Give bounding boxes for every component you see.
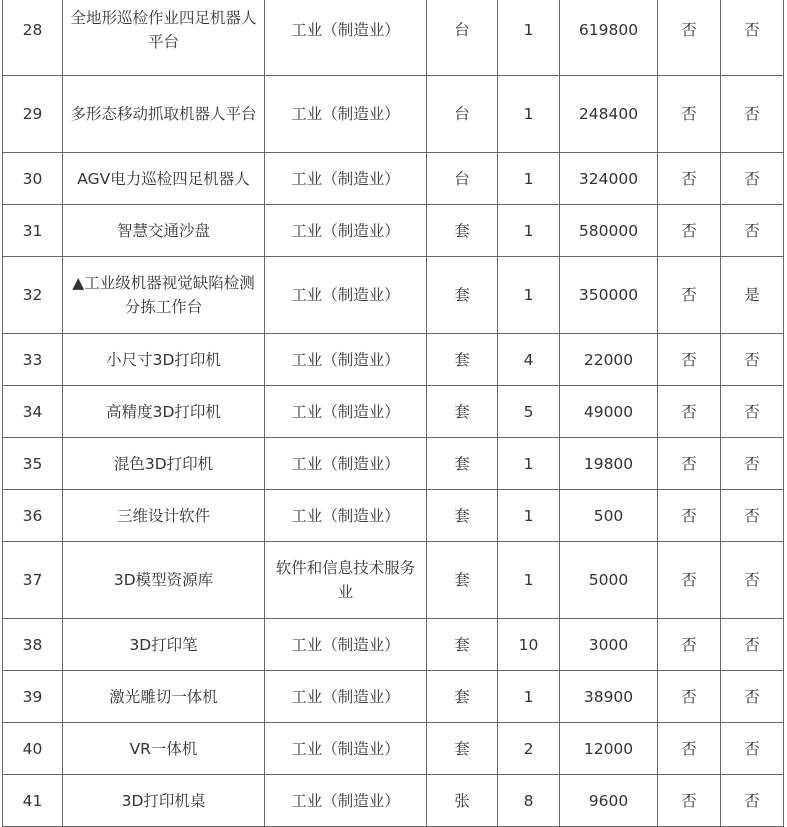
quantity-cell: 1 xyxy=(498,76,560,153)
quantity-cell: 2 xyxy=(498,723,560,775)
price-cell: 619800 xyxy=(560,0,658,76)
quantity-cell: 1 xyxy=(498,542,560,619)
item-name-cell: 3D模型资源库 xyxy=(63,542,265,619)
price-cell: 248400 xyxy=(560,76,658,153)
flag-col7-cell: 否 xyxy=(658,723,721,775)
price-cell: 12000 xyxy=(560,723,658,775)
price-cell: 5000 xyxy=(560,542,658,619)
table-row xyxy=(3,775,784,827)
flag-col7-cell: 否 xyxy=(658,490,721,542)
item-name-cell: AGV电力巡检四足机器人 xyxy=(63,153,265,205)
flag-col7-cell: 否 xyxy=(658,334,721,386)
industry-category-cell: 工业（制造业） xyxy=(265,723,427,775)
price-cell: 350000 xyxy=(560,257,658,334)
table-row xyxy=(3,205,784,257)
flag-col8-cell: 否 xyxy=(721,438,784,490)
price-cell: 324000 xyxy=(560,153,658,205)
item-name-cell: 多形态移动抓取机器人平台 xyxy=(63,76,265,153)
row-number-cell: 31 xyxy=(3,205,63,257)
unit-cell: 套 xyxy=(427,205,498,257)
item-name-cell: 高精度3D打印机 xyxy=(63,386,265,438)
price-cell: 3000 xyxy=(560,619,658,671)
price-cell: 500 xyxy=(560,490,658,542)
flag-col7-cell: 否 xyxy=(658,153,721,205)
row-number-cell: 37 xyxy=(3,542,63,619)
flag-col8-cell: 否 xyxy=(721,542,784,619)
price-cell: 19800 xyxy=(560,438,658,490)
industry-category-cell: 工业（制造业） xyxy=(265,205,427,257)
row-number-cell: 35 xyxy=(3,438,63,490)
table-row xyxy=(3,0,784,76)
table-row xyxy=(3,153,784,205)
row-number-cell: 30 xyxy=(3,153,63,205)
table-row xyxy=(3,490,784,542)
unit-cell: 套 xyxy=(427,619,498,671)
price-cell: 9600 xyxy=(560,775,658,827)
industry-category-cell: 工业（制造业） xyxy=(265,490,427,542)
item-name-cell: ▲工业级机器视觉缺陷检测分拣工作台 xyxy=(63,257,265,334)
quantity-cell: 1 xyxy=(498,153,560,205)
flag-col8-cell: 是 xyxy=(721,257,784,334)
item-name-cell: 混色3D打印机 xyxy=(63,438,265,490)
row-number-cell: 36 xyxy=(3,490,63,542)
unit-cell: 套 xyxy=(427,438,498,490)
flag-col7-cell: 否 xyxy=(658,542,721,619)
flag-col8-cell: 否 xyxy=(721,775,784,827)
item-name-cell: 激光雕切一体机 xyxy=(63,671,265,723)
flag-col7-cell: 否 xyxy=(658,386,721,438)
item-name-cell: 全地形巡检作业四足机器人平台 xyxy=(63,0,265,76)
flag-col8-cell: 否 xyxy=(721,619,784,671)
table-row xyxy=(3,542,784,619)
quantity-cell: 10 xyxy=(498,619,560,671)
flag-col8-cell: 否 xyxy=(721,0,784,76)
unit-cell: 套 xyxy=(427,257,498,334)
flag-col8-cell: 否 xyxy=(721,671,784,723)
item-name-cell: 智慧交通沙盘 xyxy=(63,205,265,257)
quantity-cell: 1 xyxy=(498,671,560,723)
flag-col8-cell: 否 xyxy=(721,205,784,257)
industry-category-cell: 工业（制造业） xyxy=(265,76,427,153)
table-row xyxy=(3,334,784,386)
flag-col8-cell: 否 xyxy=(721,334,784,386)
price-cell: 38900 xyxy=(560,671,658,723)
item-name-cell: 3D打印笔 xyxy=(63,619,265,671)
price-cell: 22000 xyxy=(560,334,658,386)
flag-col7-cell: 否 xyxy=(658,619,721,671)
flag-col7-cell: 否 xyxy=(658,205,721,257)
quantity-cell: 5 xyxy=(498,386,560,438)
industry-category-cell: 工业（制造业） xyxy=(265,619,427,671)
table-row xyxy=(3,438,784,490)
unit-cell: 台 xyxy=(427,0,498,76)
item-name-cell: 三维设计软件 xyxy=(63,490,265,542)
quantity-cell: 8 xyxy=(498,775,560,827)
industry-category-cell: 工业（制造业） xyxy=(265,386,427,438)
unit-cell: 台 xyxy=(427,76,498,153)
flag-col7-cell: 否 xyxy=(658,775,721,827)
price-cell: 580000 xyxy=(560,205,658,257)
quantity-cell: 1 xyxy=(498,0,560,76)
row-number-cell: 40 xyxy=(3,723,63,775)
unit-cell: 张 xyxy=(427,775,498,827)
row-number-cell: 29 xyxy=(3,76,63,153)
quantity-cell: 1 xyxy=(498,205,560,257)
quantity-cell: 1 xyxy=(498,257,560,334)
row-number-cell: 33 xyxy=(3,334,63,386)
item-name-cell: 3D打印机桌 xyxy=(63,775,265,827)
flag-col8-cell: 否 xyxy=(721,76,784,153)
procurement-table xyxy=(2,0,784,827)
flag-col7-cell: 否 xyxy=(658,257,721,334)
flag-col8-cell: 否 xyxy=(721,490,784,542)
row-number-cell: 32 xyxy=(3,257,63,334)
industry-category-cell: 工业（制造业） xyxy=(265,671,427,723)
industry-category-cell: 工业（制造业） xyxy=(265,775,427,827)
industry-category-cell: 工业（制造业） xyxy=(265,334,427,386)
row-number-cell: 41 xyxy=(3,775,63,827)
table-row xyxy=(3,386,784,438)
industry-category-cell: 工业（制造业） xyxy=(265,257,427,334)
flag-col8-cell: 否 xyxy=(721,723,784,775)
quantity-cell: 4 xyxy=(498,334,560,386)
flag-col7-cell: 否 xyxy=(658,76,721,153)
industry-category-cell: 软件和信息技术服务业 xyxy=(265,542,427,619)
unit-cell: 套 xyxy=(427,386,498,438)
unit-cell: 套 xyxy=(427,542,498,619)
table-row xyxy=(3,723,784,775)
industry-category-cell: 工业（制造业） xyxy=(265,438,427,490)
table-row xyxy=(3,76,784,153)
unit-cell: 台 xyxy=(427,153,498,205)
row-number-cell: 34 xyxy=(3,386,63,438)
row-number-cell: 38 xyxy=(3,619,63,671)
quantity-cell: 1 xyxy=(498,438,560,490)
flag-col8-cell: 否 xyxy=(721,153,784,205)
item-name-cell: VR一体机 xyxy=(63,723,265,775)
table-row xyxy=(3,257,784,334)
industry-category-cell: 工业（制造业） xyxy=(265,0,427,76)
table-row xyxy=(3,671,784,723)
flag-col8-cell: 否 xyxy=(721,386,784,438)
item-name-cell: 小尺寸3D打印机 xyxy=(63,334,265,386)
industry-category-cell: 工业（制造业） xyxy=(265,153,427,205)
unit-cell: 套 xyxy=(427,723,498,775)
quantity-cell: 1 xyxy=(498,490,560,542)
row-number-cell: 28 xyxy=(3,0,63,76)
price-cell: 49000 xyxy=(560,386,658,438)
flag-col7-cell: 否 xyxy=(658,671,721,723)
unit-cell: 套 xyxy=(427,490,498,542)
table-row xyxy=(3,619,784,671)
row-number-cell: 39 xyxy=(3,671,63,723)
flag-col7-cell: 否 xyxy=(658,438,721,490)
unit-cell: 套 xyxy=(427,671,498,723)
flag-col7-cell: 否 xyxy=(658,0,721,76)
unit-cell: 套 xyxy=(427,334,498,386)
